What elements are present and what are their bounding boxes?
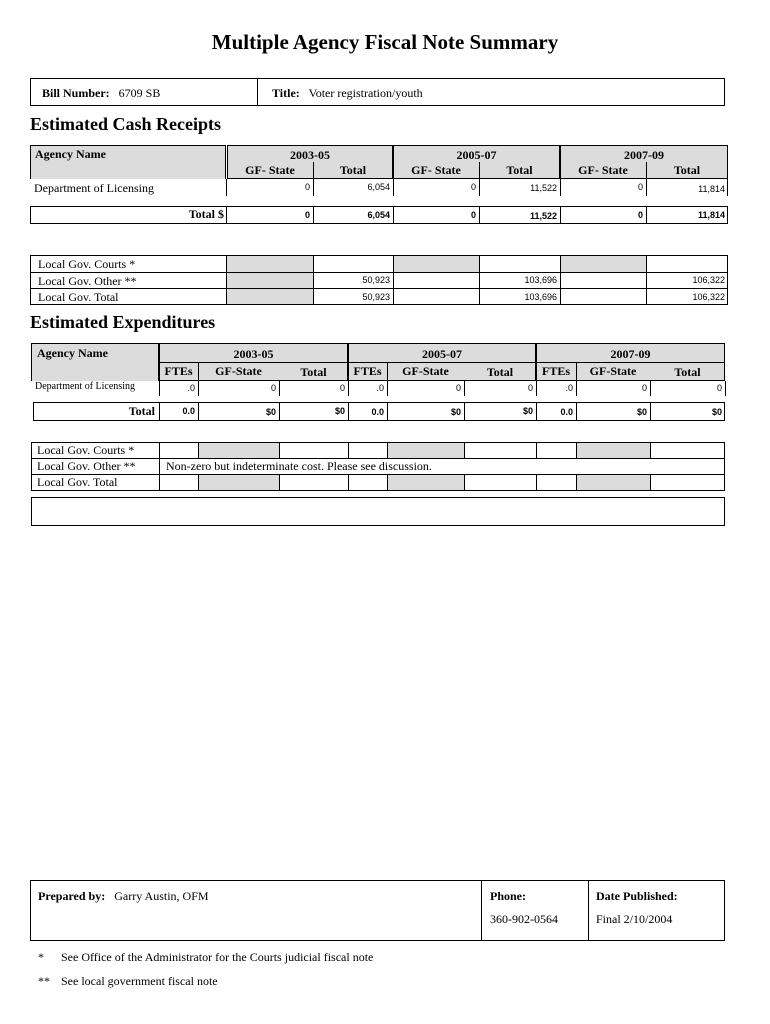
receipts-cell: 0 (470, 182, 476, 192)
receipts-row-agency: Department of Licensing (34, 181, 154, 195)
receipts-sub-gf: GF- State (245, 163, 295, 177)
expend-sub-total: Total (486, 365, 514, 379)
receipts-cell: 11,522 (530, 183, 557, 193)
expend-cell: .0 (376, 383, 384, 393)
receipts-local-total: Local Gov. Total (38, 290, 119, 304)
expend-sub-gf: GF-State (402, 364, 449, 378)
note-text: See Office of the Administrator for the Courts judicial fiscal note (61, 950, 374, 964)
expend-total-cell: $0 (522, 406, 533, 416)
expend-sub-ftes: FTEs (541, 364, 570, 378)
receipts-localtotal-cell: 50,923 (362, 292, 390, 302)
phone-label: Phone: (490, 889, 526, 903)
bill-number-label: Bill Number: (42, 86, 110, 100)
note-mark: * (38, 950, 44, 964)
receipts-sub-total: Total (506, 163, 533, 177)
expend-sub-gf: GF-State (215, 364, 262, 378)
bill-number (42, 86, 160, 101)
expend-local-courts: Local Gov. Courts * (37, 443, 135, 457)
expend-total-cell: $0 (265, 407, 276, 417)
receipts-cell: 6,054 (367, 182, 390, 192)
expenditures-heading: Estimated Expenditures (30, 312, 216, 332)
expend-total-cell: $0 (636, 407, 647, 417)
expend-local-total: Local Gov. Total (37, 475, 118, 489)
receipts-other-cell: 103,696 (524, 275, 557, 285)
receipts-localtotal-cell: 106,322 (692, 292, 725, 302)
receipts-local-other: Local Gov. Other ** (38, 274, 137, 288)
note-mark: ** (38, 974, 50, 988)
expend-total-cell: $0 (450, 407, 461, 417)
receipts-period-label: 2005-07 (456, 148, 497, 162)
expend-cell: 0 (339, 383, 345, 393)
date-published-value: Final 2/10/2004 (596, 912, 673, 926)
receipts-period-label: 2007-09 (624, 148, 664, 162)
expend-cell: .0 (187, 383, 195, 393)
receipts-heading: Estimated Cash Receipts (30, 114, 221, 134)
receipts-local-courts: Local Gov. Courts * (38, 257, 136, 271)
expend-local-other: Local Gov. Other ** (37, 459, 136, 473)
receipts-total-cell: 11,814 (697, 210, 725, 220)
receipts-total-cell: 0 (304, 210, 310, 220)
receipts-sub-gf: GF- State (411, 163, 461, 177)
expend-sub-ftes: FTEs (164, 364, 193, 378)
receipts-cell: 11,814 (698, 184, 725, 194)
expend-cell: 0 (641, 383, 647, 393)
date-published-label: Date Published: (596, 889, 678, 903)
expend-period-label: 2005-07 (422, 347, 462, 361)
receipts-sub-total: Total (673, 163, 701, 177)
expend-cell: .0 (565, 383, 573, 393)
expend-total-cell: $0 (711, 407, 722, 417)
expend-total-cell: 0.0 (560, 407, 573, 417)
bill-title-label: Title: (272, 86, 300, 100)
discussion-box (31, 497, 725, 526)
expend-cell: 0 (527, 383, 533, 393)
expend-total-cell: 0.0 (371, 407, 384, 417)
receipts-localtotal-cell: 103,696 (524, 292, 557, 302)
receipts-total-cell: 6,054 (367, 210, 390, 220)
expend-agency-col: Agency Name (37, 346, 108, 360)
expend-cell: 0 (455, 383, 461, 393)
bill-title (272, 86, 423, 101)
receipts-cell: 0 (304, 182, 310, 192)
receipts-other-cell: 50,923 (362, 275, 390, 285)
expend-period-label: 2003-05 (233, 347, 274, 361)
receipts-agency-col: Agency Name (35, 147, 106, 161)
expend-row-agency: Department of Licensing (35, 381, 135, 392)
expend-total-cell: $0 (334, 406, 345, 416)
prepared-by-label: Prepared by: (38, 889, 106, 903)
expend-total-label: Total (128, 404, 155, 418)
expend-period-label: 2007-09 (610, 347, 651, 361)
expend-sub-total: Total (300, 365, 327, 379)
expend-other-note: Non-zero but indeterminate cost. Please see discussion. (166, 459, 432, 473)
bill-number-value: 6709 SB (118, 86, 161, 100)
prepared-by-value: Garry Austin, OFM (114, 889, 209, 903)
receipts-other-cell: 106,322 (692, 275, 725, 285)
expend-sub-ftes: FTEs (353, 364, 382, 378)
note-text: See local government fiscal note (61, 974, 218, 988)
receipts-total-cell: 0 (470, 210, 476, 220)
bill-title-value: Voter registration/youth (308, 86, 423, 100)
expend-cell: 0 (270, 383, 276, 393)
expend-sub-total: Total (674, 365, 701, 379)
receipts-total-label: Total $ (188, 207, 224, 221)
receipts-sub-gf: GF- State (578, 163, 628, 177)
expend-sub-gf: GF-State (589, 364, 637, 378)
receipts-period-label: 2003-05 (290, 148, 330, 162)
expend-cell: 0 (716, 383, 722, 393)
phone-value: 360-902-0564 (490, 912, 558, 926)
page-title: Multiple Agency Fiscal Note Summary (211, 30, 559, 54)
receipts-sub-total: Total (339, 163, 367, 177)
receipts-cell: 0 (637, 182, 643, 192)
receipts-total-cell: 0 (637, 210, 643, 220)
expend-total-cell: 0.0 (182, 406, 195, 416)
receipts-total-cell: 11,522 (529, 211, 557, 221)
prepared-by (38, 889, 209, 904)
